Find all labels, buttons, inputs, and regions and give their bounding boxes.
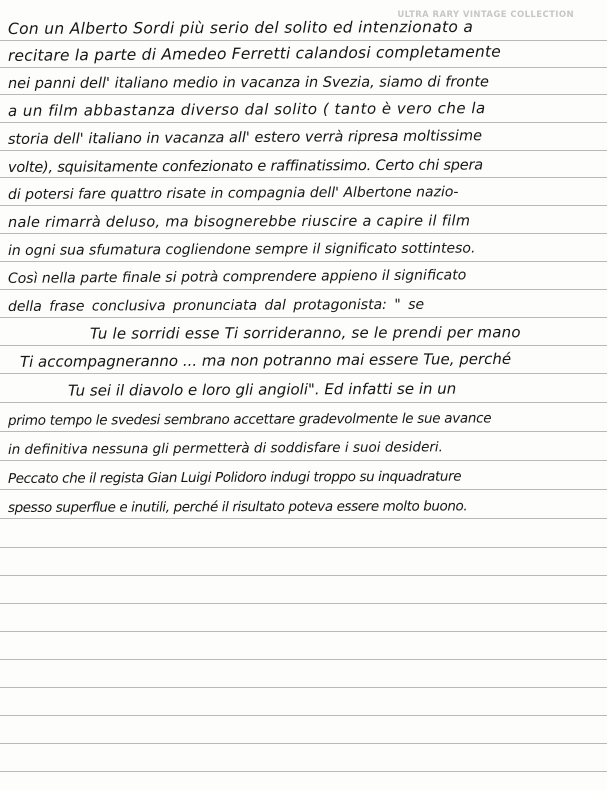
- text-line: [0, 259, 597, 290]
- text-line: [0, 374, 597, 403]
- text-line-content: di potersi fare quattro risate in compagnia dell' Albertone nazio-: [7, 184, 459, 203]
- text-line-content: in ogni sua sfumatura cogliendone sempre il significato sottinteso.: [7, 240, 476, 259]
- text-line: [0, 344, 600, 374]
- text-line: [0, 432, 565, 461]
- text-line-content: nale rimarrà deluso, ma bisognerebbe riuscire a capire il film: [7, 212, 471, 231]
- text-line: [0, 93, 590, 123]
- text-line-content: della frase conclusiva pronunciata dal protagonista: " se: [7, 296, 425, 315]
- text-line-content: nei panni dell' italiano medio in vacanza in Svezia, siamo di fronte: [7, 73, 489, 92]
- text-line: [0, 206, 590, 234]
- text-line-content: Così nella parte finale si potrà comprendere appieno il significato: [7, 267, 467, 287]
- text-line-content: volte), squisitamente confezionato e raffinatissimo. Certo chi spera: [7, 156, 483, 176]
- text-line: [0, 150, 600, 179]
- text-line: [0, 120, 600, 151]
- text-line-content: Ti accompagneranno ... ma non potranno mai essere Tue, perché: [19, 349, 512, 371]
- watermark-text: ULTRA RARY VINTAGE COLLECTION: [397, 10, 574, 20]
- text-line: [0, 491, 600, 519]
- text-line: [0, 461, 600, 490]
- text-line: [0, 37, 595, 68]
- text-line: [0, 233, 592, 262]
- text-line-content: storia dell' italiano in vacanza all' estero verrà ripresa moltissime: [7, 127, 483, 148]
- text-line-content: Tu sei il diavolo e loro gli angioli". Ed infatti se in un: [67, 379, 457, 400]
- text-line-content: recitare la parte di Amedeo Ferretti calandosi completamente: [7, 42, 502, 65]
- text-line: [0, 318, 585, 346]
- text-line: [0, 176, 600, 206]
- text-line-content: Peccato che il regista Gian Luigi Polidoro indugi troppo su inquadrature: [7, 468, 462, 487]
- text-line-content: Tu le sorridi esse Ti sorrideranno, se le prendi per mano: [89, 323, 521, 343]
- text-line-content: primo tempo le svedesi sembrano accettare gradevolmente le sue avance: [7, 409, 492, 429]
- text-line-content: spesso superflue e inutili, perché il risultato poteva essere molto buono.: [7, 497, 468, 516]
- text-line: [0, 67, 595, 95]
- text-line-content: in definitiva nessuna gli permetterà di soddisfare i suoi desideri.: [7, 438, 443, 458]
- text-line-content: a un film abbastanza diverso dal solito ( tanto è vero che la: [7, 99, 486, 120]
- text-line: [0, 403, 600, 432]
- text-line-content: Con un Alberto Sordi più serio del solito ed intenzionato a: [7, 17, 474, 38]
- text-line: [0, 289, 585, 318]
